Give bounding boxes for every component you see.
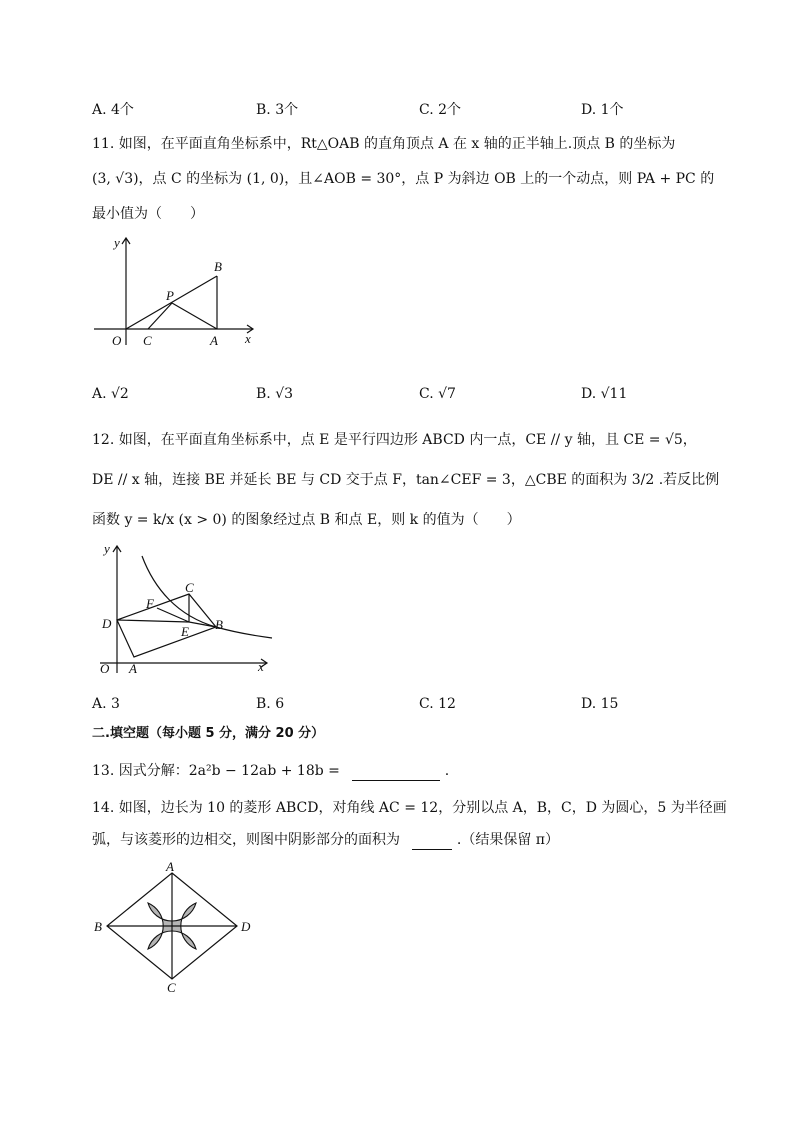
q12-label-o: O [100, 661, 110, 676]
q11-label-b: B [214, 259, 222, 274]
q11-label-x: x [245, 331, 251, 346]
q11-stem-line2: (3, √3)，点 C 的坐标为 (1, 0)，且∠AOB = 30°，点 P 为斜边 OB 上的一个动点，则 PA + PC 的 [92, 171, 715, 187]
q12-label-c: C [185, 580, 194, 595]
q14-figure [90, 858, 260, 998]
q13-end: . [444, 763, 450, 779]
q10-option-a: A. 4个 [92, 102, 134, 118]
q11-stem-line3: 最小值为（ ） [92, 206, 204, 222]
q11-option-b: B. √3 [256, 386, 294, 402]
q11-label-p: P [166, 288, 174, 303]
q11-option-c: C. √7 [419, 386, 456, 402]
q11-stem-line1: 11. 如图，在平面直角坐标系中，Rt△OAB 的直角顶点 A 在 x 轴的正半轴上.顶点 B 的坐标为 [92, 136, 676, 152]
q12-stem-line2: DE // x 轴，连接 BE 并延长 BE 与 CD 交于点 F，tan∠CEF = 3，△CBE 的面积为 3/2 .若反比例 [92, 472, 720, 488]
q12-label-a: A [129, 661, 137, 676]
q11-label-c: C [143, 333, 152, 348]
q12-option-b: B. 6 [256, 696, 285, 712]
q13-line [92, 761, 449, 781]
q12-label-x: x [258, 659, 264, 674]
q11-figure [90, 232, 270, 352]
q12-label-b: B [215, 617, 223, 632]
q12-stem-line3: 函数 y = k/x (x > 0) 的图象经过点 B 和点 E，则 k 的值为（ ） [92, 512, 521, 528]
q14-label-c: C [167, 980, 176, 995]
q12-stem-line1: 12. 如图，在平面直角坐标系中，点 E 是平行四边形 ABCD 内一点，CE // y 轴，且 CE = √5， [92, 432, 697, 448]
q14-stem-line2-a: 弧，与该菱形的边相交，则图中阴影部分的面积为 [92, 832, 400, 848]
q11-label-y: y [114, 235, 120, 250]
q14-label-b: B [94, 919, 102, 934]
q11-option-d: D. √11 [581, 386, 628, 402]
q12-label-f: F [146, 596, 154, 611]
q14-stem-line2 [92, 830, 559, 850]
q14-stem-line1: 14. 如图，边长为 10 的菱形 ABCD，对角线 AC = 12，分别以点 A，B，C，D 为圆心，5 为半径画 [92, 800, 727, 816]
q11-option-a: A. √2 [92, 386, 129, 402]
q14-stem-line2-b: .（结果保留 π） [456, 832, 560, 848]
q10-option-c: C. 2个 [419, 102, 462, 118]
q13-answer-blank[interactable] [352, 764, 440, 781]
q12-option-c: C. 12 [419, 696, 456, 712]
q12-label-y: y [104, 541, 110, 556]
q11-label-a: A [210, 333, 218, 348]
q12-option-d: D. 15 [581, 696, 619, 712]
q10-option-b: B. 3个 [256, 102, 299, 118]
q12-label-e: E [181, 624, 189, 639]
q14-label-d: D [241, 919, 251, 934]
q13-text: 13. 因式分解：2a²b − 12ab + 18b = [92, 763, 340, 779]
section-heading-fill-in: 二.填空题（每小题 5 分，满分 20 分） [92, 726, 325, 741]
q14-label-a: A [166, 859, 174, 874]
q12-figure [92, 538, 282, 678]
q11-label-o: O [112, 333, 122, 348]
q12-option-a: A. 3 [92, 696, 120, 712]
q14-answer-blank[interactable] [412, 833, 452, 850]
q10-option-d: D. 1个 [581, 102, 624, 118]
q12-label-d: D [102, 616, 112, 631]
